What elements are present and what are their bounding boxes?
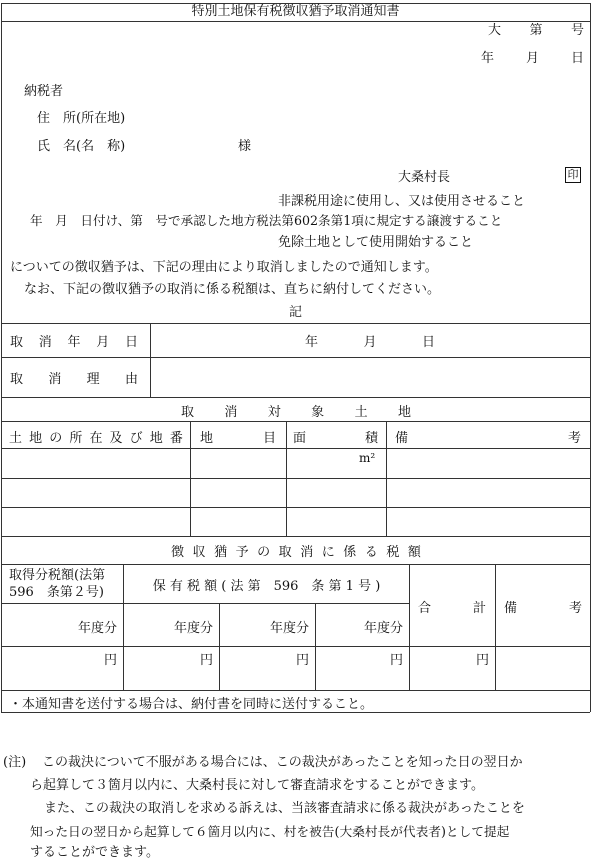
- yen-unit: 円: [475, 653, 489, 668]
- note-line: また、この裁決の取消しを求める訴えは、当該審査請求に係る裁決があったことを: [44, 801, 525, 816]
- seal-mark: 印: [565, 167, 581, 183]
- address-label: 住 所(所在地): [37, 111, 126, 126]
- note-line: することができます。: [30, 845, 159, 860]
- land-section-title: 取 消 対 象 土 地: [181, 405, 411, 420]
- note-marker: (注): [3, 755, 27, 770]
- acquisition-tax-header: 取得分税額(法第 596 条第２号): [9, 568, 106, 600]
- document-title: 特別土地保有税徴収猶予取消通知書: [191, 4, 400, 19]
- yen-unit: 円: [103, 653, 117, 668]
- main-statement: 年 月 日付け、第 号で承認した地方税法第602条第1項に規定する譲渡すること: [30, 213, 503, 228]
- tax-section-title: 徴 収 猶 予 の 取 消 に 係 る 税 額: [171, 545, 421, 560]
- ki-mark: 記: [289, 305, 303, 320]
- note-line: 知った日の翌日から起算して６箇月以内に、村を被告(大桑村長が代表者)として提起: [30, 824, 510, 839]
- note-line: ら起算して３箇月以内に、大桑村長に対して審査請求をすることができます。: [30, 778, 484, 793]
- footnote: ・本通知書を送付する場合は、納付書を同時に送付すること。: [9, 697, 374, 712]
- holding-tax-header: 保 有 税 額 ( 法 第 596 条 第 1 号 ): [152, 579, 381, 594]
- tax-remarks-header: 備 考: [504, 601, 582, 616]
- land-remarks-header: 備 考: [395, 431, 581, 446]
- document-number: 大 第 号: [488, 23, 584, 38]
- option-exempt-land: 免除土地として使用開始すること: [278, 235, 474, 250]
- cancel-reason-label: 取 消 理 由: [10, 372, 138, 387]
- area-unit: m²: [359, 451, 376, 465]
- issuer-name: 大桑村長: [398, 170, 451, 185]
- year-label: 年度分: [77, 621, 117, 636]
- option-non-taxable: 非課税用途に使用し、又は使用させること: [278, 194, 526, 209]
- land-category-header: 地 目: [200, 431, 276, 446]
- year-label: 年度分: [173, 621, 213, 636]
- taxpayer-heading: 納税者: [24, 84, 64, 99]
- name-label: 氏 名(名 称): [37, 139, 126, 154]
- body-line-2: についての徴収猶予は、下記の理由により取消しましたので通知します。: [10, 260, 438, 275]
- honorific: 様: [238, 139, 252, 154]
- yen-unit: 円: [389, 653, 403, 668]
- yen-unit: 円: [199, 653, 213, 668]
- land-location-header: 土 地 の 所 在 及 び 地 番: [9, 431, 183, 446]
- cancel-date-label: 取 消 年 月 日: [10, 335, 138, 350]
- yen-unit: 円: [295, 653, 309, 668]
- note-line: この裁決について不服がある場合には、この裁決があったことを知った日の翌日か: [42, 755, 523, 770]
- area-header: 面 積: [293, 431, 378, 446]
- body-line-3: なお、下記の徴収猶予の取消に係る税額は、直ちに納付してください。: [24, 282, 441, 297]
- year-label: 年度分: [363, 621, 403, 636]
- issue-date: 年 月 日: [481, 51, 584, 66]
- total-header: 合 計: [418, 601, 486, 616]
- cancel-date-value: 年 月 日: [305, 335, 435, 350]
- year-label: 年度分: [269, 621, 309, 636]
